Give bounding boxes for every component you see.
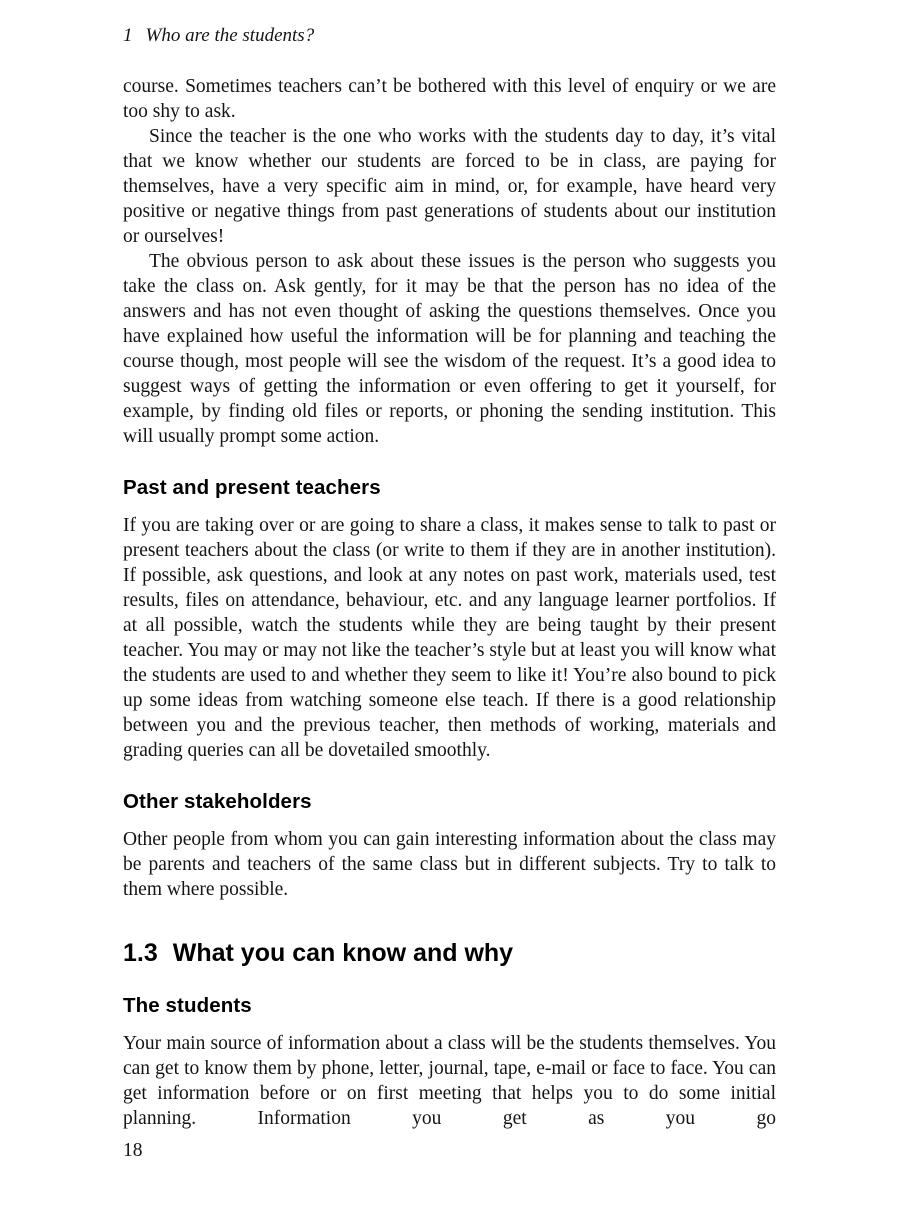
- section-title: What you can know and why: [172, 939, 514, 967]
- page-number: 18: [123, 1140, 143, 1161]
- section-number: 1.3: [123, 939, 158, 967]
- section-heading-other-stakeholders: Other stakeholders: [123, 790, 312, 813]
- chapter-title: Who are the students?: [145, 25, 315, 46]
- chapter-number: 1: [123, 25, 133, 46]
- paragraph-obvious-person: The obvious person to ask about these issues is the person who suggests you take the class on. Ask gently, for it may be that the person has no idea of the answers and has not even thought of asking the questions themselves. Once you have explained how useful the information will be for planning and teaching the course though, most people will see the wisdom of the request. It’s a good idea to suggest ways of getting the information or even offering to get it yourself, for example, by finding old files or reports, or phoning the sending institution. This will usually prompt some action.: [123, 251, 776, 447]
- section-heading-past-present-teachers: Past and present teachers: [123, 476, 381, 499]
- paragraph-since-teacher: Since the teacher is the one who works with the students day to day, it’s vital that we know whether our students are forced to be in class, are paying for themselves, have a very specific aim in mind, or, for example, have heard very positive or negative things from past generations of students about our institution or ourselves!: [123, 126, 776, 247]
- paragraph-taking-over: If you are taking over or are going to share a class, it makes sense to talk to past or present teachers about the class (or write to them if they are in another institution). If possible, ask questions, and look at any notes on past work, materials used, test results, files on attendance, behaviour, etc. and any language learner portfolios. If at all possible, watch the students while they are being taught by their present teacher. You may or may not like the teacher’s style but at least you will know what the students are used to and whether they seem to like it! You’re also bound to pick up some ideas from watching someone else teach. If there is a good relationship between you and the previous teacher, then methods of working, materials and grading queries can all be dovetailed smoothly.: [123, 515, 776, 761]
- chapter-section-heading-1-3: [123, 939, 776, 967]
- paragraph-course-continuation: course. Sometimes teachers can’t be bothered with this level of enquiry or we are too shy to ask.: [123, 76, 776, 122]
- paragraph-main-source: Your main source of information about a class will be the students themselves. You can get to know them by phone, letter, journal, tape, e-mail or face to face. You can get information before or on first meeting that helps you to do some initial planning. Information you get as you go: [123, 1033, 776, 1129]
- paragraph-other-stakeholders: Other people from whom you can gain interesting information about the class may be parents and teachers of the same class but in different subjects. Try to talk to them where possible.: [123, 829, 776, 900]
- section-heading-the-students: The students: [123, 994, 252, 1017]
- running-header: [123, 24, 776, 48]
